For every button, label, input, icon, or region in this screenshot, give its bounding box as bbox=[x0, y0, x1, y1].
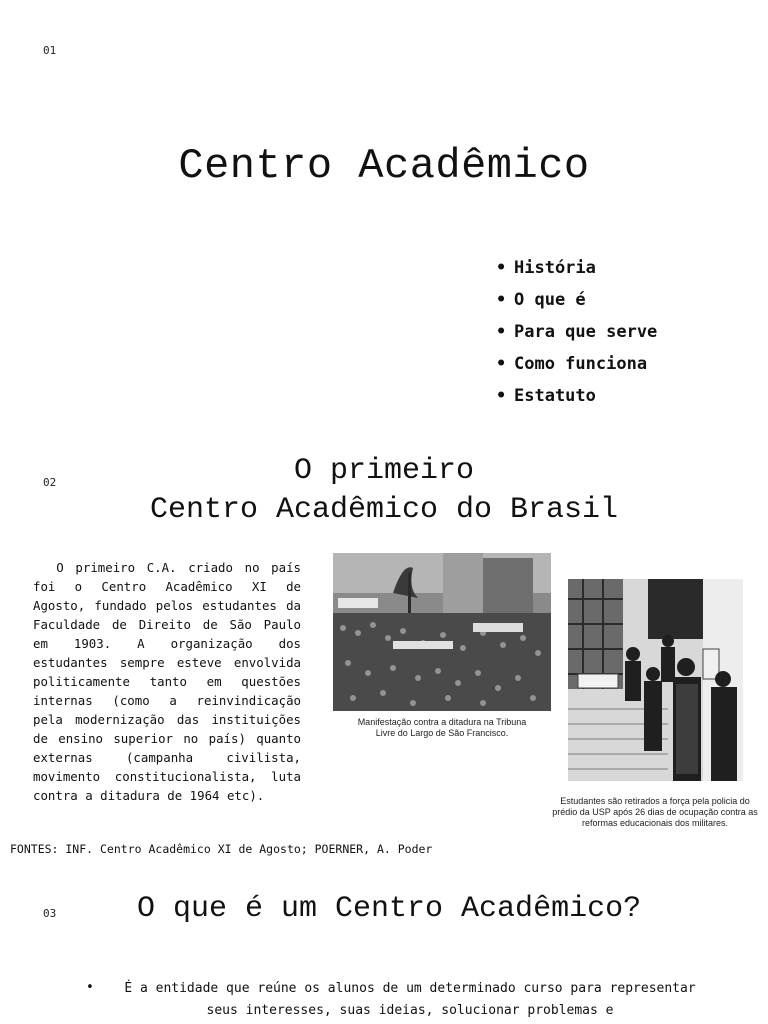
list-item: • História bbox=[496, 258, 596, 278]
slide-number-3: 03 bbox=[43, 907, 57, 920]
section-title-3: O que é um Centro Acadêmico? bbox=[137, 892, 642, 926]
topics-list bbox=[496, 252, 657, 412]
slide-number-1: 01 bbox=[43, 44, 57, 57]
list-item: • Como funciona bbox=[496, 354, 648, 374]
list-item: • Estatuto bbox=[496, 386, 596, 406]
list-item: • Para que serve bbox=[496, 322, 658, 342]
slide-number-2: 02 bbox=[43, 476, 57, 489]
section-title-line2: Centro Acadêmico do Brasil bbox=[149, 493, 619, 527]
definition-bullet: • bbox=[86, 980, 94, 995]
students-photo bbox=[568, 579, 743, 781]
history-paragraph: O primeiro C.A. criado no país foi o Centro Acadêmico XI de Agosto, fundado pelos estudantes da Faculdade de Direito de São Paulo em 1903. A organização dos estudantes sempre esteve envolvida politicamente tanto em questões internas (como a reinvindicação pela modernização das instituições de ensino superior no país) quanto externas (campanha civilista, movimento constitucionalista, luta contra a ditadura de 1964 etc). bbox=[33, 560, 302, 803]
definition-text: É a entidade que reúne os alunos de um determinado curso para representar seus interesses, suas ideias, solucionar problemas e bbox=[124, 981, 696, 1018]
page-title: Centro Acadêmico bbox=[178, 142, 590, 190]
protest-photo bbox=[333, 553, 551, 711]
sources-line: FONTES: INF. Centro Acadêmico XI de Agosto; POERNER, A. Poder bbox=[10, 842, 433, 856]
section-title-line1: O primeiro bbox=[293, 454, 475, 488]
students-photo-caption: Estudantes são retirados a força pela policia do prédio da USP após 26 dias de ocupação contra as reformas educacionais dos militares. bbox=[552, 796, 758, 828]
protest-photo-caption: Manifestação contra a ditadura na Tribuna Livre do Largo de São Francisco. bbox=[357, 717, 527, 738]
list-item: • O que é bbox=[496, 290, 586, 310]
